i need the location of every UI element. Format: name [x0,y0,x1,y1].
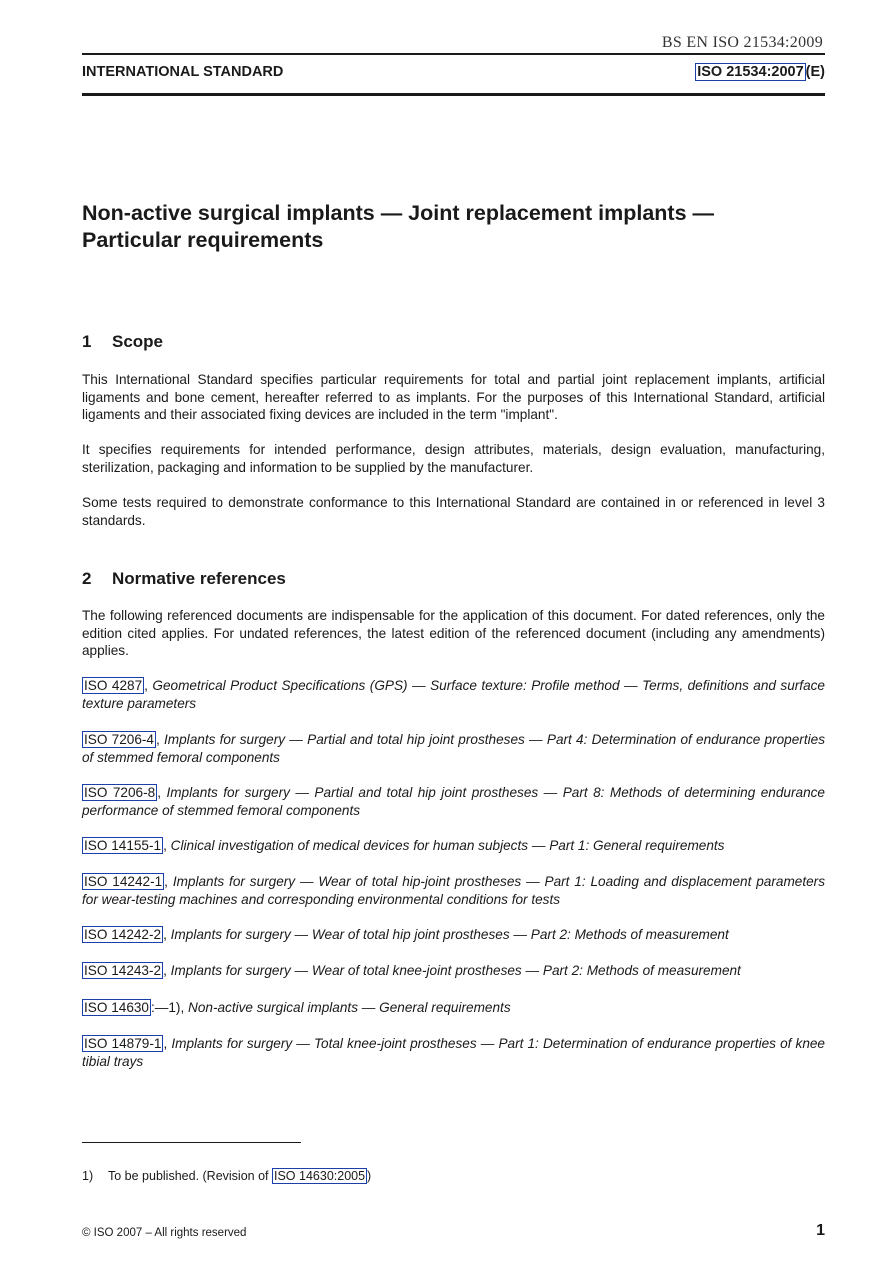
reference-title: Implants for surgery — Total knee-joint prostheses — Part 1: Determination of endurance properties of knee tibial trays [82,1036,825,1069]
reference-title: Geometrical Product Specifications (GPS) — Surface texture: Profile method — Terms, definitions and surface texture parameters [82,678,825,711]
reference-item [82,1035,825,1070]
reference-item [82,873,825,908]
reference-sep: , [163,927,167,942]
reference-title: Implants for surgery — Wear of total hip-joint prostheses — Part 1: Loading and displacement parameters for wear-testing machines and corresponding environmental conditions for tests [82,874,825,907]
normative-intro: The following referenced documents are indispensable for the application of this document. For dated references, only the edition cited applies. For undated references, the latest edition of the referenced document (including any amendments) applies. [82,608,825,658]
iso-number-link[interactable]: ISO 21534:2007 [697,64,804,80]
scope-paragraph-1: This International Standard specifies particular requirements for total and partial joint replacement implants, artificial ligaments and bone cement, hereafter referred to as implants. For the purposes of this International Standard, artificial ligaments and their associated fixing devices are included in the term "implant". [82,372,825,422]
reference-sep: , [144,678,148,693]
reference-link[interactable]: ISO 7206-8 [84,785,156,800]
page-number: 1 [816,1222,825,1239]
header-top-rule [82,53,825,55]
footnote-marker: 1) [82,1169,94,1183]
reference-link[interactable]: ISO 14879-1 [84,1036,162,1051]
reference-sep: , [163,838,167,853]
doc-type-label: INTERNATIONAL STANDARD [82,64,284,80]
reference-sep: , [155,732,160,747]
reference-title: Implants for surgery — Partial and total hip joint prostheses — Part 4: Determination of endurance properties of stemmed femoral components [82,732,825,765]
section-title: Scope [112,332,164,351]
reference-link[interactable]: ISO 14243-2 [84,963,162,978]
section-number: 2 [82,569,92,588]
reference-item [82,784,825,819]
reference-item [82,677,825,712]
footnote-close: ) [367,1169,372,1183]
header-bottom-rule [82,93,825,96]
section-title: Normative references [112,569,286,588]
reference-title: Implants for surgery — Partial and total hip joint prostheses — Part 8: Methods of determining endurance performance of stemmed femoral components [82,785,825,818]
reference-item [82,926,825,944]
reference-item [82,731,825,766]
copyright-notice: © ISO 2007 – All rights reserved [82,1227,247,1239]
footnote-reference-link[interactable]: ISO 14630:2005 [274,1169,366,1183]
reference-item [82,999,825,1017]
footnote [82,1169,371,1183]
footnote-divider [82,1142,301,1143]
section-2-heading [82,569,286,589]
reference-item [82,962,825,980]
reference-link[interactable]: ISO 14155-1 [84,838,162,853]
reference-link[interactable]: ISO 7206-4 [84,732,154,747]
reference-link[interactable]: ISO 14630 [84,1000,149,1015]
reference-sep: , [163,963,167,978]
reference-title: Clinical investigation of medical devices for human subjects — Part 1: General requirements [170,838,725,853]
reference-title: Non-active surgical implants — General requirements [188,1000,511,1015]
reference-link[interactable]: ISO 14242-1 [84,874,163,889]
reference-item [82,837,825,855]
title-line-2: Particular requirements [82,228,324,252]
document-title [82,200,825,254]
scope-paragraph-2: It specifies requirements for intended performance, design attributes, materials, design evaluation, manufacturing, sterilization, packaging and information to be supplied by the manufacturer. [82,442,825,475]
reference-title: Implants for surgery — Wear of total hip joint prostheses — Part 2: Methods of measurement [170,927,729,942]
iso-suffix: (E) [805,64,825,80]
reference-sep: :—1), [151,1000,185,1015]
bs-reference: BS EN ISO 21534:2009 [661,34,823,51]
section-1-heading [82,332,163,352]
reference-link[interactable]: ISO 4287 [84,678,143,693]
reference-sep: , [163,1036,168,1051]
section-number: 1 [82,332,92,351]
title-line-1: Non-active surgical implants — Joint replacement implants — [82,201,715,225]
iso-number [695,64,825,80]
reference-title: Implants for surgery — Wear of total knee-joint prostheses — Part 2: Methods of measurement [170,963,741,978]
reference-sep: , [164,874,168,889]
scope-paragraph-3: Some tests required to demonstrate conformance to this International Standard are contained in or referenced in level 3 standards. [82,495,825,528]
footnote-text: To be published. (Revision of [108,1169,269,1183]
reference-link[interactable]: ISO 14242-2 [84,927,162,942]
reference-sep: , [157,785,161,800]
